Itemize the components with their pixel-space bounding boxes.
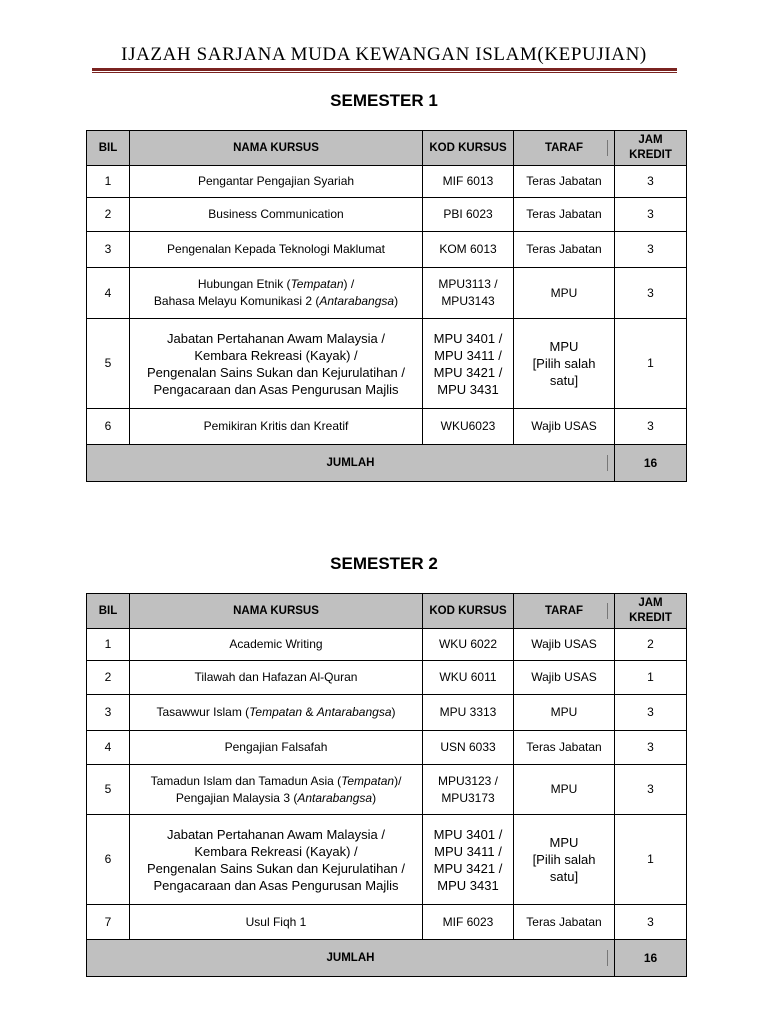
row-jam: 3 — [615, 268, 687, 319]
row-kod: MPU 3401 / MPU 3411 / MPU 3421 / MPU 3431 — [423, 319, 514, 409]
column-header-nama: NAMA KURSUS — [130, 594, 423, 629]
row-nama: Pengajian Falsafah — [130, 731, 423, 765]
total-row — [87, 445, 687, 482]
semester-1-title: SEMESTER 1 — [330, 91, 438, 110]
row-kod: MIF 6013 — [423, 166, 514, 198]
row-nama: Business Communication — [130, 198, 423, 232]
table-row — [87, 166, 687, 198]
total-value: 16 — [615, 940, 687, 977]
row-nama: Hubungan Etnik (Tempatan) / Bahasa Melayu Komunikasi 2 (Antarabangsa) — [130, 268, 423, 319]
jam-label: JAM — [638, 134, 663, 146]
row-nama: Usul Fiqh 1 — [130, 905, 423, 940]
table-row — [87, 319, 687, 409]
row-taraf: Teras Jabatan — [514, 905, 615, 940]
table-row — [87, 905, 687, 940]
table-row — [87, 198, 687, 232]
row-kod: USN 6033 — [423, 731, 514, 765]
row-jam: 3 — [615, 232, 687, 268]
row-bil: 5 — [87, 319, 130, 409]
row-nama: Jabatan Pertahanan Awam Malaysia / Kembara Rekreasi (Kayak) / Pengenalan Sains Sukan dan Kejurulatihan / Pengacaraan dan Asas Pengurusan Majlis — [130, 815, 423, 905]
table-header-row — [87, 131, 687, 166]
row-taraf: MPU — [514, 268, 615, 319]
row-jam: 3 — [615, 905, 687, 940]
row-taraf: Teras Jabatan — [514, 198, 615, 232]
table-row — [87, 765, 687, 815]
column-header-bil: BIL — [87, 594, 130, 629]
table-row — [87, 268, 687, 319]
semester-1-table — [86, 130, 687, 482]
row-jam: 3 — [615, 695, 687, 731]
row-jam: 2 — [615, 629, 687, 661]
row-taraf: Wajib USAS — [514, 661, 615, 695]
row-kod: MPU 3401 / MPU 3411 / MPU 3421 / MPU 3431 — [423, 815, 514, 905]
row-kod: MPU3123 / MPU3173 — [423, 765, 514, 815]
table-header-row — [87, 594, 687, 629]
row-bil: 3 — [87, 232, 130, 268]
row-kod: WKU6023 — [423, 409, 514, 445]
row-taraf: MPU — [514, 695, 615, 731]
column-header-taraf: TARAF — [514, 131, 615, 166]
row-nama: Pengenalan Kepada Teknologi Maklumat — [130, 232, 423, 268]
row-nama: Pengantar Pengajian Syariah — [130, 166, 423, 198]
row-taraf: MPU [Pilih salah satu] — [514, 319, 615, 409]
row-bil: 4 — [87, 268, 130, 319]
row-nama: Pemikiran Kritis dan Kreatif — [130, 409, 423, 445]
row-taraf: Teras Jabatan — [514, 232, 615, 268]
row-taraf: Teras Jabatan — [514, 166, 615, 198]
column-header-taraf: TARAF — [514, 594, 615, 629]
row-jam: 3 — [615, 166, 687, 198]
column-header-kod: KOD KURSUS — [423, 594, 514, 629]
row-kod: MPU3113 / MPU3143 — [423, 268, 514, 319]
row-bil: 6 — [87, 409, 130, 445]
row-taraf: Wajib USAS — [514, 409, 615, 445]
row-kod: PBI 6023 — [423, 198, 514, 232]
row-kod: WKU 6011 — [423, 661, 514, 695]
table-row — [87, 815, 687, 905]
row-jam: 3 — [615, 765, 687, 815]
row-nama: Tasawwur Islam (Tempatan & Antarabangsa) — [130, 695, 423, 731]
row-bil: 2 — [87, 198, 130, 232]
row-bil: 1 — [87, 166, 130, 198]
row-taraf: Teras Jabatan — [514, 731, 615, 765]
row-nama: Academic Writing — [130, 629, 423, 661]
row-bil: 5 — [87, 765, 130, 815]
jam-label: JAM — [638, 597, 663, 609]
row-taraf: Wajib USAS — [514, 629, 615, 661]
table-row — [87, 661, 687, 695]
row-jam: 3 — [615, 409, 687, 445]
row-nama: Tilawah dan Hafazan Al-Quran — [130, 661, 423, 695]
semester-2-table — [86, 593, 687, 977]
row-taraf: MPU [Pilih salah satu] — [514, 815, 615, 905]
total-row — [87, 940, 687, 977]
row-jam: 1 — [615, 319, 687, 409]
document-title: IJAZAH SARJANA MUDA KEWANGAN ISLAM(KEPUJIAN) — [121, 44, 647, 65]
table-row — [87, 232, 687, 268]
row-kod: KOM 6013 — [423, 232, 514, 268]
row-kod: MIF 6023 — [423, 905, 514, 940]
row-kod: WKU 6022 — [423, 629, 514, 661]
row-kod: MPU 3313 — [423, 695, 514, 731]
row-bil: 1 — [87, 629, 130, 661]
row-bil: 4 — [87, 731, 130, 765]
row-nama: Tamadun Islam dan Tamadun Asia (Tempatan)/ Pengajian Malaysia 3 (Antarabangsa) — [130, 765, 423, 815]
kredit-label: KREDIT — [629, 149, 672, 161]
row-bil: 7 — [87, 905, 130, 940]
row-jam: 3 — [615, 198, 687, 232]
row-jam: 1 — [615, 815, 687, 905]
total-value: 16 — [615, 445, 687, 482]
kredit-label: KREDIT — [629, 612, 672, 624]
row-jam: 3 — [615, 731, 687, 765]
row-bil: 6 — [87, 815, 130, 905]
column-header-kod: KOD KURSUS — [423, 131, 514, 166]
total-label: JUMLAH — [87, 445, 615, 482]
semester-2-title: SEMESTER 2 — [330, 554, 438, 573]
row-taraf: MPU — [514, 765, 615, 815]
column-header-jam-kredit — [615, 594, 687, 629]
row-jam: 1 — [615, 661, 687, 695]
row-bil: 3 — [87, 695, 130, 731]
row-bil: 2 — [87, 661, 130, 695]
total-label: JUMLAH — [87, 940, 615, 977]
table-row — [87, 731, 687, 765]
column-header-nama: NAMA KURSUS — [130, 131, 423, 166]
title-rule-thick — [92, 68, 677, 71]
table-row — [87, 629, 687, 661]
table-row — [87, 695, 687, 731]
title-rule-thin — [92, 72, 677, 73]
column-header-jam-kredit — [615, 131, 687, 166]
table-row — [87, 409, 687, 445]
column-header-bil: BIL — [87, 131, 130, 166]
row-nama: Jabatan Pertahanan Awam Malaysia / Kembara Rekreasi (Kayak) / Pengenalan Sains Sukan dan Kejurulatihan / Pengacaraan dan Asas Pengurusan Majlis — [130, 319, 423, 409]
